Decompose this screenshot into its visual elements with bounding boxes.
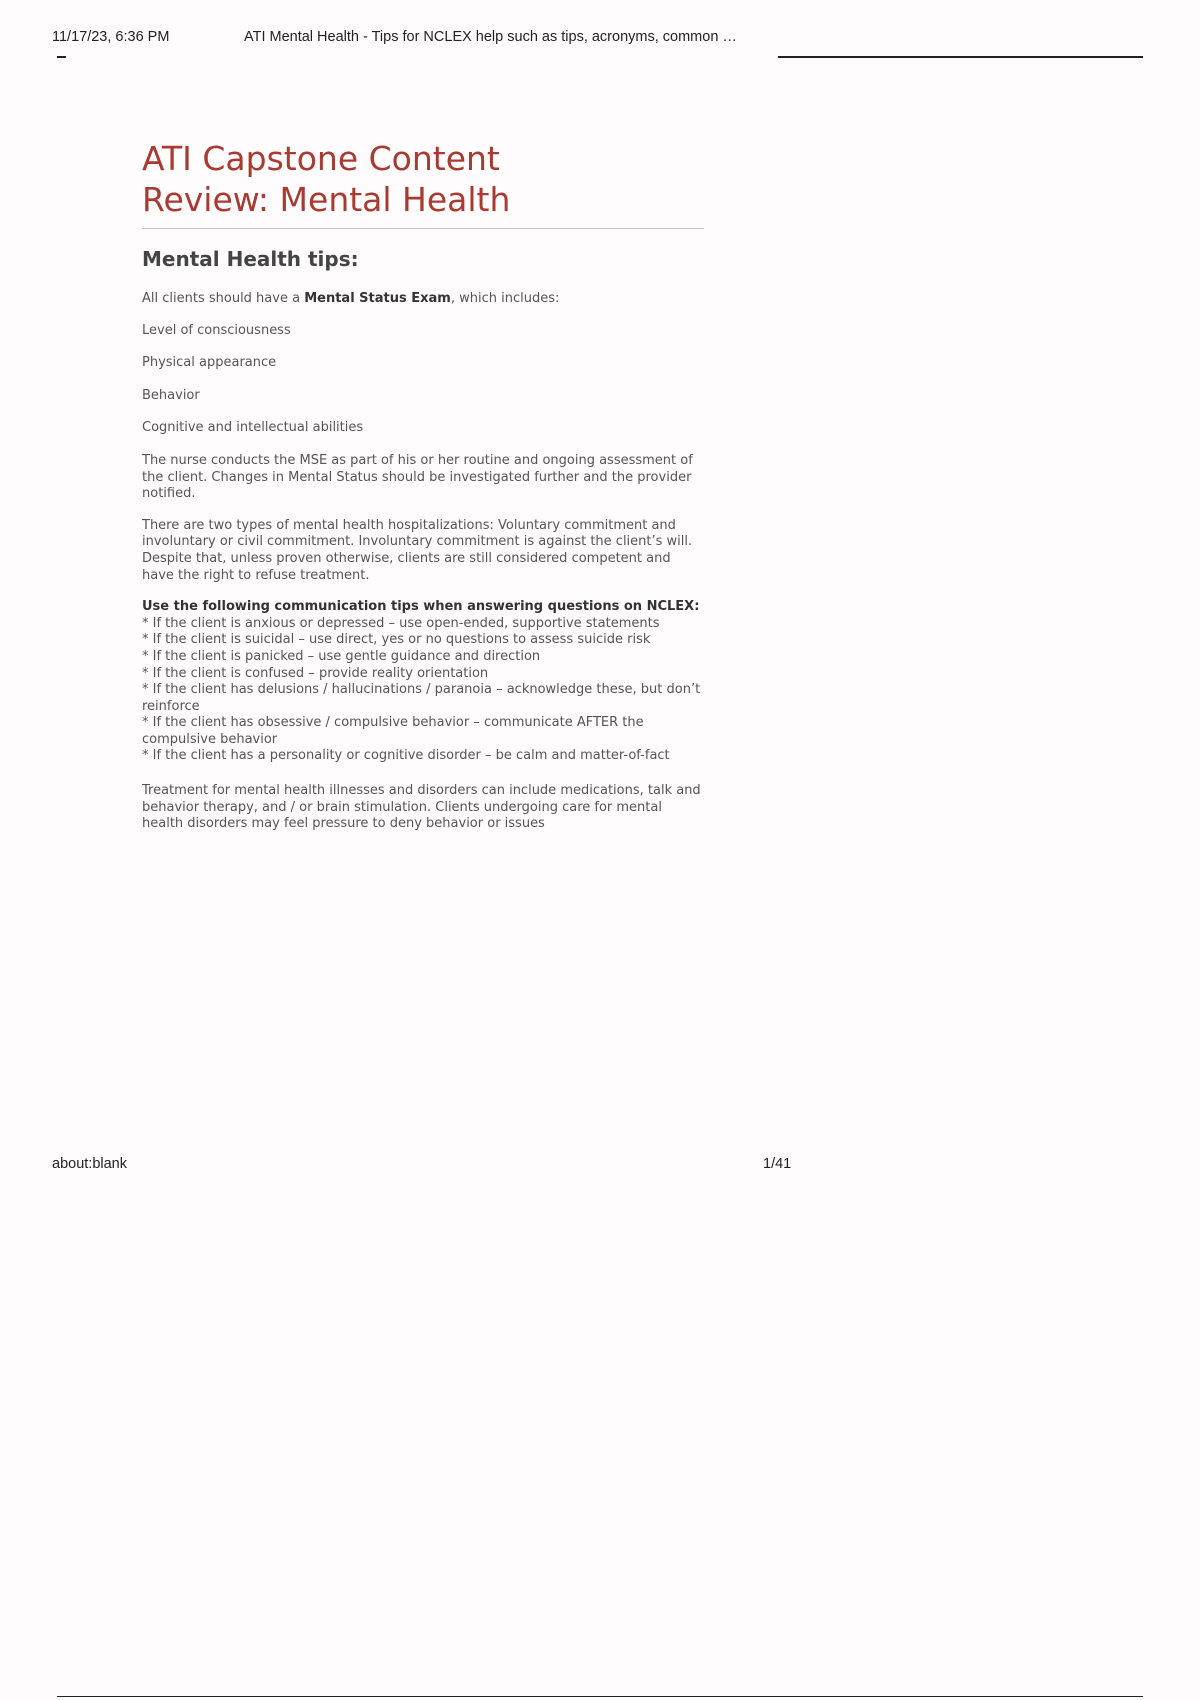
document-title (142, 138, 704, 229)
print-header-date: 11/17/23, 6:36 PM (52, 29, 170, 45)
mse-item: Cognitive and intellectual abilities (142, 420, 364, 436)
tip-item: * If the client is suicidal – use direct, yes or no questions to assess suicide risk (142, 632, 651, 648)
print-footer-url: about:blank (52, 1156, 127, 1172)
mse-intro-before: All clients should have a (142, 291, 305, 306)
mse-intro (142, 291, 704, 308)
bottom-rule (57, 1696, 1143, 1697)
tips-heading: Use the following communication tips when answering questions on NCLEX: (142, 599, 700, 615)
tip-item: * If the client is anxious or depressed – use open-ended, supportive statements (142, 615, 660, 631)
paragraph-treatment: Treatment for mental health illnesses and disorders can include medications, talk and behavior therapy, and / or brain stimulation. Clients undergoing care for mental health disorders may feel pressure to deny behavior or issues (142, 783, 701, 832)
mse-intro-bold: Mental Status Exam (304, 291, 451, 306)
header-tick (57, 56, 66, 58)
tip-item: * If the client is confused – provide reality orientation (142, 665, 489, 681)
tip-item: * If the client has delusions / hallucinations / paranoia – acknowledge these, but don’t reinforce (142, 682, 701, 714)
mse-item: Level of consciousness (142, 322, 291, 338)
print-header-title: ATI Mental Health - Tips for NCLEX help such as tips, acronyms, common … (244, 29, 737, 45)
paragraph-hospitalization: There are two types of mental health hospitalizations: Voluntary commitment and involuntary or civil commitment. Involuntary commitment is against the client’s will. Despite that, unless proven otherwise, clients are still considered competent and have the right to refuse treatment. (142, 517, 693, 583)
header-rule (778, 56, 1143, 58)
document-content (142, 138, 704, 848)
print-footer-page-number: 1/41 (763, 1156, 792, 1172)
document-title-line1: ATI Capstone Content (142, 139, 500, 178)
paragraph-mse: The nurse conducts the MSE as part of his or her routine and ongoing assessment of the client. Changes in Mental Status should be investigated further and the provider notified. (142, 452, 693, 502)
tip-item: * If the client has a personality or cognitive disorder – be calm and matter-of-fact (142, 748, 670, 764)
mse-intro-after: , which includes: (450, 291, 560, 306)
mse-item: Physical appearance (142, 355, 277, 371)
section-heading: Mental Health tips: (142, 247, 359, 271)
document-title-line2: Review: Mental Health (142, 180, 511, 219)
mse-item: Behavior (142, 387, 200, 403)
communication-tips (142, 599, 704, 765)
tip-item: * If the client has obsessive / compulsive behavior – communicate AFTER the compulsive behavior (142, 715, 644, 747)
tip-item: * If the client is panicked – use gentle guidance and direction (142, 648, 541, 664)
